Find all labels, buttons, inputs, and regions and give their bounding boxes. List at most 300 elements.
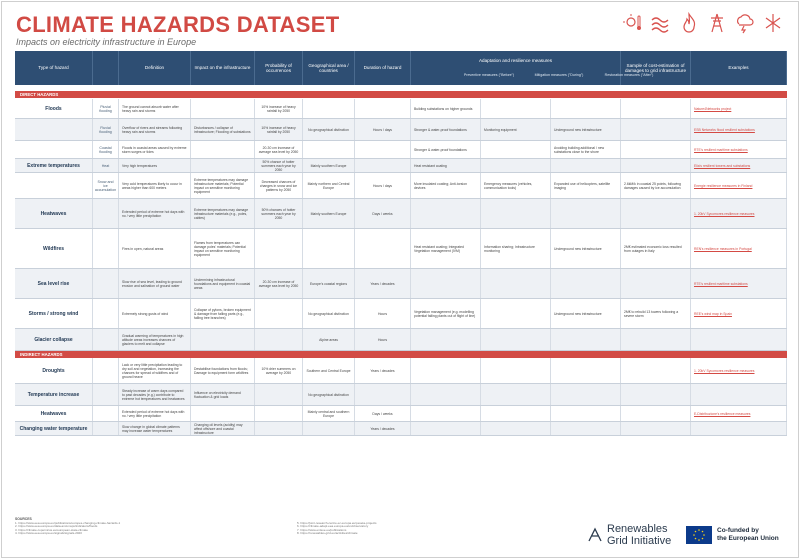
cell-prob-container <box>255 159 303 172</box>
table-row <box>15 329 787 351</box>
cell-hazard-container <box>15 119 93 140</box>
cell-def-container <box>119 406 191 421</box>
sources-right <box>297 522 571 536</box>
cell-dur-container <box>355 159 411 172</box>
cell-dur-container <box>355 299 411 328</box>
cell-during-container <box>481 329 551 350</box>
cell-geo-container <box>303 119 355 140</box>
cell-geo-container <box>303 269 355 298</box>
cell-prob-container <box>255 299 303 328</box>
cell-during-container <box>481 358 551 383</box>
cell-after-container <box>551 384 621 405</box>
cell-geo-container <box>303 406 355 421</box>
cell-prob: 50% chances of hotter summers each year by 2050 <box>261 207 296 220</box>
cell-cost-container <box>621 269 691 298</box>
cell-during-container <box>481 119 551 140</box>
cell-before-container <box>411 358 481 383</box>
wave-icon <box>650 12 672 34</box>
cell-before-container <box>411 384 481 405</box>
cell-after-container <box>551 141 621 158</box>
subheader-during: Mitigation measures ("During") <box>534 73 584 77</box>
cell-during-container <box>481 141 551 158</box>
cell-prob-container <box>255 406 303 421</box>
cell-cost-container <box>621 406 691 421</box>
cell-dur-container <box>355 422 411 435</box>
cell-dur: Years / decades <box>370 368 395 373</box>
cell-impact-container <box>191 159 255 172</box>
eu-line2: the European Union <box>717 535 779 542</box>
cell-impact: Collapse of pylons, broken equipment & damage from falling parts (e.g., falling tree branches) <box>194 307 251 320</box>
cell-cost: 2M€ estimated economic loss resulted from outages in Italy <box>624 244 682 253</box>
cell-geo: No geographical distinction <box>308 127 349 132</box>
cell-cost-container <box>621 173 691 198</box>
cell-sub-container <box>93 384 119 405</box>
cell-ex-container <box>691 269 787 298</box>
cell-def-container <box>119 299 191 328</box>
cell-before-container <box>411 422 481 435</box>
cell-def: Lack or very little precipitation leading to dry soil and vegetation, increasing the chances for spread of wildfires and of ground heave <box>122 362 183 379</box>
cell-hazard: Temperature increase <box>27 391 80 398</box>
cell-hazard-container <box>15 384 93 405</box>
cell-hazard: Changing water temperature <box>19 425 88 432</box>
cell-ex[interactable]: Energie resilience measures in Finland <box>694 183 753 188</box>
cell-def: The ground cannot absorb water after heavy rain and storms <box>122 104 179 113</box>
cell-before-container <box>411 269 481 298</box>
cell-prob-container <box>255 269 303 298</box>
cell-after-container <box>551 173 621 198</box>
cell-after: Underground new infrastructure <box>554 311 602 316</box>
cell-prob: 10% increase of heavy rainfall by 2050 <box>261 125 296 134</box>
cell-during-container <box>481 173 551 198</box>
cell-during: Emergency measures (vehicles, communication tools) <box>484 181 533 190</box>
rgi-logo-mark-icon <box>587 527 603 543</box>
cell-hazard-container <box>15 329 93 350</box>
cell-ex-container <box>691 229 787 268</box>
cell-cost-container <box>621 358 691 383</box>
cell-dur: Hours <box>377 337 388 342</box>
cell-after: Expanded use of helicopters, satellite imaging <box>554 181 611 190</box>
source-item: 2. https://www.eea.europa.eu/data-and-maps/indicators/floods <box>15 524 98 529</box>
cell-prob: Decreased chances of changes in snow and ice patterns by 2050 <box>259 179 298 192</box>
page-title: CLIMATE HAZARDS DATASET <box>16 12 340 37</box>
rgi-line1: Renewables <box>607 523 668 535</box>
cell-after-container <box>551 358 621 383</box>
cell-ex-container <box>691 99 787 118</box>
cell-impact: Changing oil levels (acidity) may affect offshore and coastal infrastructure <box>194 422 243 435</box>
cell-hazard: Storms / strong wind <box>28 310 79 317</box>
cell-geo: Mainly central and southern Europe <box>307 409 350 418</box>
cell-before: Building substations on higher grounds <box>414 106 473 111</box>
cell-after: Avoiding building additional / new substations close to the shore <box>554 145 605 154</box>
table-row <box>15 384 787 406</box>
cell-ex-container <box>691 406 787 421</box>
storm-cloud-icon <box>734 12 756 34</box>
cell-sub-container <box>93 119 119 140</box>
cell-before-container <box>411 99 481 118</box>
cell-before-container <box>411 199 481 228</box>
table-row <box>15 119 787 141</box>
cell-after-container <box>551 422 621 435</box>
cell-impact: Influence on electricity demand fluctuation & grid loads <box>194 390 241 399</box>
cell-dur: Hours / days <box>372 183 393 188</box>
cell-def-container <box>119 358 191 383</box>
cell-def-container <box>119 141 191 158</box>
cell-geo-container <box>303 99 355 118</box>
cell-prob: 10% drier summers on average by 2050 <box>261 366 296 375</box>
table-row <box>15 406 787 422</box>
cell-impact-container <box>191 406 255 421</box>
cell-geo-container <box>303 141 355 158</box>
cell-sub-container <box>93 358 119 383</box>
cell-impact: Flames from temperatures can damage poles' materials; Potential impact on sensitive monitoring equipment <box>194 240 246 257</box>
cell-prob-container <box>255 99 303 118</box>
cell-sub: Heat <box>101 163 110 168</box>
cell-before-container <box>411 329 481 350</box>
cell-sub-container <box>93 422 119 435</box>
cell-def: Extended period of extreme hot days with no / very little precipitation <box>122 209 185 218</box>
cell-prob-container <box>255 358 303 383</box>
cell-ex[interactable]: Elia's resilient towers and substations <box>694 163 751 168</box>
column-header-11: Examples <box>691 51 787 85</box>
cell-dur: Years / decades <box>370 426 395 431</box>
cell-ex[interactable]: Nature4Networks project <box>694 106 732 111</box>
cell-prob: 20-30 cm increase of average sea level by 2050 <box>258 279 299 288</box>
cell-def-container <box>119 173 191 198</box>
cell-dur: Years / decades <box>370 281 395 286</box>
cell-dur-container <box>355 384 411 405</box>
cell-during-container <box>481 159 551 172</box>
cell-hazard-container <box>15 269 93 298</box>
rgi-line2: Grid Initiative <box>607 535 672 547</box>
cell-impact-container <box>191 173 255 198</box>
cell-sub: Snow and ice accumulation <box>94 179 117 192</box>
cell-before-container <box>411 173 481 198</box>
cell-ex-container <box>691 173 787 198</box>
sun-thermometer-icon <box>622 12 644 34</box>
cell-impact: Extreme temperatures may damage infrastructure materials; Potential impact on sensitive monitoring equipment <box>194 177 249 194</box>
fire-icon <box>678 12 700 34</box>
cell-geo-container <box>303 329 355 350</box>
cell-dur: Days / weeks <box>372 411 393 416</box>
cell-sub-container <box>93 99 119 118</box>
cell-during-container <box>481 422 551 435</box>
cell-def-container <box>119 119 191 140</box>
cell-hazard-container <box>15 173 93 198</box>
eu-flag-icon <box>686 526 712 544</box>
cell-def-container <box>119 269 191 298</box>
column-header-6: Duration of hazard <box>355 51 411 85</box>
cell-impact-container <box>191 99 255 118</box>
cell-hazard: Wildfires <box>42 245 65 252</box>
cell-hazard-container <box>15 406 93 421</box>
cell-geo: Alpine areas <box>319 337 338 342</box>
cell-prob: 50% chance of hotter summers each year by 2050 <box>261 159 296 172</box>
page <box>1 1 799 558</box>
cell-during-container <box>481 384 551 405</box>
cell-during-container <box>481 269 551 298</box>
cell-geo: Europe's coastal regions <box>309 281 348 286</box>
source-item: 5. https://joint-research-centre.ec.europa.eu/peseta-projects <box>297 520 377 525</box>
cell-geo-container <box>303 422 355 435</box>
cell-prob-container <box>255 384 303 405</box>
cell-def-container <box>119 199 191 228</box>
cell-prob-container <box>255 119 303 140</box>
cell-def: Slow change in global climate patterns may increase water temperatures <box>122 424 180 433</box>
cell-impact: Destabilise foundations from floods; Damage to equipment form wildfires <box>194 366 249 375</box>
cell-cost-container <box>621 299 691 328</box>
cell-hazard: Extreme temperatures <box>27 162 80 169</box>
cell-hazard: Droughts <box>42 367 65 374</box>
cell-ex[interactable]: REE's wind map in Spain <box>694 311 732 316</box>
cell-def-container <box>119 99 191 118</box>
cell-after-container <box>551 299 621 328</box>
cell-after-container <box>551 229 621 268</box>
cell-impact-container <box>191 358 255 383</box>
cell-prob-container <box>255 173 303 198</box>
cell-impact-container <box>191 329 255 350</box>
cell-dur: Hours / days <box>372 127 393 132</box>
cell-cost-container <box>621 329 691 350</box>
table-header <box>15 51 787 85</box>
cell-before-container <box>411 159 481 172</box>
cell-after-container <box>551 99 621 118</box>
cell-ex[interactable]: 1. 20kV Sycomores resilience measures <box>694 211 755 216</box>
cell-prob-container <box>255 329 303 350</box>
cell-sub-container <box>93 141 119 158</box>
cell-geo-container <box>303 229 355 268</box>
cell-geo-container <box>303 199 355 228</box>
cell-after-container <box>551 406 621 421</box>
table-row <box>15 199 787 229</box>
cell-ex[interactable]: REN's resilience measures in Portugal <box>694 246 752 251</box>
cell-sub: Coastal flooding <box>99 145 112 154</box>
column-header-1 <box>93 51 119 85</box>
cell-sub-container <box>93 299 119 328</box>
cell-dur-container <box>355 199 411 228</box>
table-row <box>15 173 787 199</box>
cell-ex-container <box>691 358 787 383</box>
cell-sub: Fluvial flooding <box>99 125 112 134</box>
cell-before: Heat resistant coating <box>414 163 447 168</box>
hazard-icons <box>622 12 784 34</box>
cell-dur-container <box>355 358 411 383</box>
cell-ex[interactable]: 1. 20kV Sycomores resilience measures <box>694 368 755 373</box>
cell-ex-container <box>691 299 787 328</box>
cell-hazard-container <box>15 199 93 228</box>
cell-cost-container <box>621 229 691 268</box>
cell-geo-container <box>303 299 355 328</box>
cell-cost: 2.6kM/k in coastal 25 points, following damages caused by ice accumulation <box>624 181 681 190</box>
tower-icon <box>706 12 728 34</box>
column-header-0: Type of hazard <box>15 51 93 85</box>
cell-def-container <box>119 384 191 405</box>
cell-hazard-container <box>15 299 93 328</box>
cell-before-container <box>411 141 481 158</box>
cell-hazard: Floods <box>45 105 62 112</box>
cell-ex-container <box>691 159 787 172</box>
cell-impact-container <box>191 269 255 298</box>
cell-def: Gradual warming of temperatures in high altitude areas increases chances of glaciers to melt and collapse <box>122 333 184 346</box>
cell-during: Monitoring equipment <box>484 127 517 132</box>
cell-prob-container <box>255 199 303 228</box>
cell-hazard-container <box>15 358 93 383</box>
cell-dur-container <box>355 173 411 198</box>
cell-after-container <box>551 269 621 298</box>
cell-cost-container <box>621 384 691 405</box>
cell-during-container <box>481 99 551 118</box>
cell-prob: 20-30 cm increase of average sea level by 2050 <box>258 145 299 154</box>
cell-def-container <box>119 159 191 172</box>
cell-dur: Hours <box>377 311 388 316</box>
source-item: 8. https://renewables-grid.eu/activities/climate <box>297 531 358 536</box>
cell-dur-container <box>355 269 411 298</box>
subheader-after: Restoration measures ("After") <box>604 73 654 77</box>
cell-prob-container <box>255 141 303 158</box>
cell-def: Overflow of rivers and streams following heavy rain and storms <box>122 125 183 134</box>
cell-before: Stronger & water-proof foundations <box>414 127 467 132</box>
cell-sub-container <box>93 173 119 198</box>
source-item: 7. https://www.entsoe.eu/publications <box>297 527 347 532</box>
cell-before: Vegetation management (e.g. modelling potential falling plants out of flight of line) <box>414 309 476 318</box>
cell-impact: Extreme temperatures may damage infrastructure materials (e.g., poles, cables) <box>194 207 249 220</box>
cell-cost-container <box>621 99 691 118</box>
cell-def-container <box>119 422 191 435</box>
cell-hazard-container <box>15 141 93 158</box>
cell-geo: No geographical distinction <box>308 392 349 397</box>
cell-cost-container <box>621 141 691 158</box>
cell-cost-container <box>621 159 691 172</box>
cell-during-container <box>481 199 551 228</box>
cell-after-container <box>551 329 621 350</box>
cell-def-container <box>119 329 191 350</box>
cell-ex-container <box>691 141 787 158</box>
table-row <box>15 141 787 159</box>
cell-sub-container <box>93 329 119 350</box>
cell-dur-container <box>355 406 411 421</box>
table-row <box>15 99 787 119</box>
cell-geo: Southern and Central Europe <box>306 368 351 373</box>
cell-sub: Pluvial flooding <box>99 104 112 113</box>
source-item: 3. https://climate.copernicus.eu/european-state-climate <box>15 527 88 532</box>
cell-hazard: Glacier collapse <box>34 336 73 343</box>
cell-hazard-container <box>15 229 93 268</box>
cell-ex[interactable]: RTE's resilient maritime substations <box>694 281 748 286</box>
cell-geo-container <box>303 384 355 405</box>
cell-geo: No geographical distinction <box>308 311 349 316</box>
cell-hazard-container <box>15 159 93 172</box>
cell-during-container <box>481 406 551 421</box>
table-row <box>15 269 787 299</box>
cell-impact: Disturbances / collapse of infrastructure; Flooding of substations <box>194 125 251 134</box>
cell-before: More insulated coating; Anti-torsion devices <box>414 181 467 190</box>
subheader-before: Preventive measures ("Before") <box>463 73 515 77</box>
snowflake-tree-icon <box>762 12 784 34</box>
cell-ex-container <box>691 384 787 405</box>
cell-sub-container <box>93 199 119 228</box>
table-row <box>15 229 787 269</box>
cell-ex-container <box>691 199 787 228</box>
cell-impact-container <box>191 141 255 158</box>
cell-after: Underground new infrastructure <box>554 246 602 251</box>
sources-left <box>15 522 289 536</box>
cell-before: Heat resistant coating; Integrated Vegetation management (IVM) <box>414 244 464 253</box>
cell-hazard-container <box>15 99 93 118</box>
cell-geo-container <box>303 173 355 198</box>
cell-def: Fires in open, natural areas <box>122 246 164 251</box>
cell-geo-container <box>303 159 355 172</box>
cell-dur-container <box>355 99 411 118</box>
cell-geo-container <box>303 358 355 383</box>
cell-def: Extended period of extreme hot days with no / very little precipitation <box>122 409 185 418</box>
cell-def: Steady increase of warm days compared to past decades (e.g.) contribute to extreme hot temperatures and heatwaves <box>122 388 185 401</box>
cell-def: Very cold temperatures likely to occur in areas higher than 600 meters <box>122 181 182 190</box>
cell-geo: Mainly southern Europe <box>310 211 347 216</box>
cell-before-container <box>411 119 481 140</box>
cell-ex-container <box>691 329 787 350</box>
page-subtitle: Impacts on electricity infrastructure in Europe <box>16 37 197 47</box>
cell-before-container <box>411 229 481 268</box>
cell-cost-container <box>621 199 691 228</box>
column-header-3: Impact on the infrastructure <box>191 51 255 85</box>
cell-hazard: Heatwaves <box>40 210 67 217</box>
cell-cost-container <box>621 119 691 140</box>
cell-impact-container <box>191 422 255 435</box>
cell-sub-container <box>93 229 119 268</box>
eu-line1: Co-funded by <box>717 527 759 534</box>
cell-prob-container <box>255 422 303 435</box>
table-row <box>15 358 787 384</box>
cell-def: Extremely strong gusts of wind <box>122 311 169 316</box>
table-row <box>15 159 787 173</box>
source-item: 4. https://www.eea.europa.eu/signals/signals-2020 <box>15 531 82 536</box>
cell-during: Information sharing; Infrastructure monitoring <box>484 244 535 253</box>
cell-impact-container <box>191 119 255 140</box>
column-header-5: Geographical area / countries <box>303 51 355 85</box>
cell-dur-container <box>355 141 411 158</box>
cell-after: Underground new infrastructure <box>554 127 602 132</box>
cell-ex[interactable]: E-Distribuzione's resilience measures <box>694 411 751 416</box>
column-header-2: Definition <box>119 51 191 85</box>
cell-before-container <box>411 299 481 328</box>
cell-after-container <box>551 199 621 228</box>
column-header-10: Sample of cost-estimation of damages to grid infrastructure <box>621 51 691 85</box>
cell-sub-container <box>93 269 119 298</box>
cell-before: Stronger & water-proof foundations <box>414 147 467 152</box>
cell-after-container <box>551 119 621 140</box>
cell-impact-container <box>191 384 255 405</box>
cell-prob: 10% increase of heavy rainfall by 2050 <box>261 104 296 113</box>
cell-dur-container <box>355 329 411 350</box>
cell-after-container <box>551 159 621 172</box>
table-row <box>15 299 787 329</box>
cell-cost-container <box>621 422 691 435</box>
sources-label: SOURCES <box>15 517 32 521</box>
section-indirect: INDIRECT HAZARDS <box>15 351 787 358</box>
cell-impact: Undermining infrastructural foundations and equipment in coastal areas <box>194 277 251 290</box>
cell-def: Floods in coastal areas caused by extreme storm surges or tides <box>122 145 187 154</box>
cell-ex[interactable]: RTE's resilient maritime substations <box>694 147 748 152</box>
cell-impact-container <box>191 199 255 228</box>
cell-def-container <box>119 229 191 268</box>
cell-dur-container <box>355 229 411 268</box>
cell-def: Slow rise of sea level, leading to ground erosion and salination of ground water <box>122 279 182 288</box>
adaptation-subheaders <box>454 73 664 85</box>
cell-geo: Mainly southern Europe <box>310 163 347 168</box>
cell-ex-container <box>691 119 787 140</box>
source-item: 1. https://www.eea.europa.eu/publications/europes-changing-climate-hazards-1 <box>15 520 121 525</box>
cell-sub-container <box>93 406 119 421</box>
cell-ex[interactable]: ESB Networks flood resilient substations <box>694 127 755 132</box>
